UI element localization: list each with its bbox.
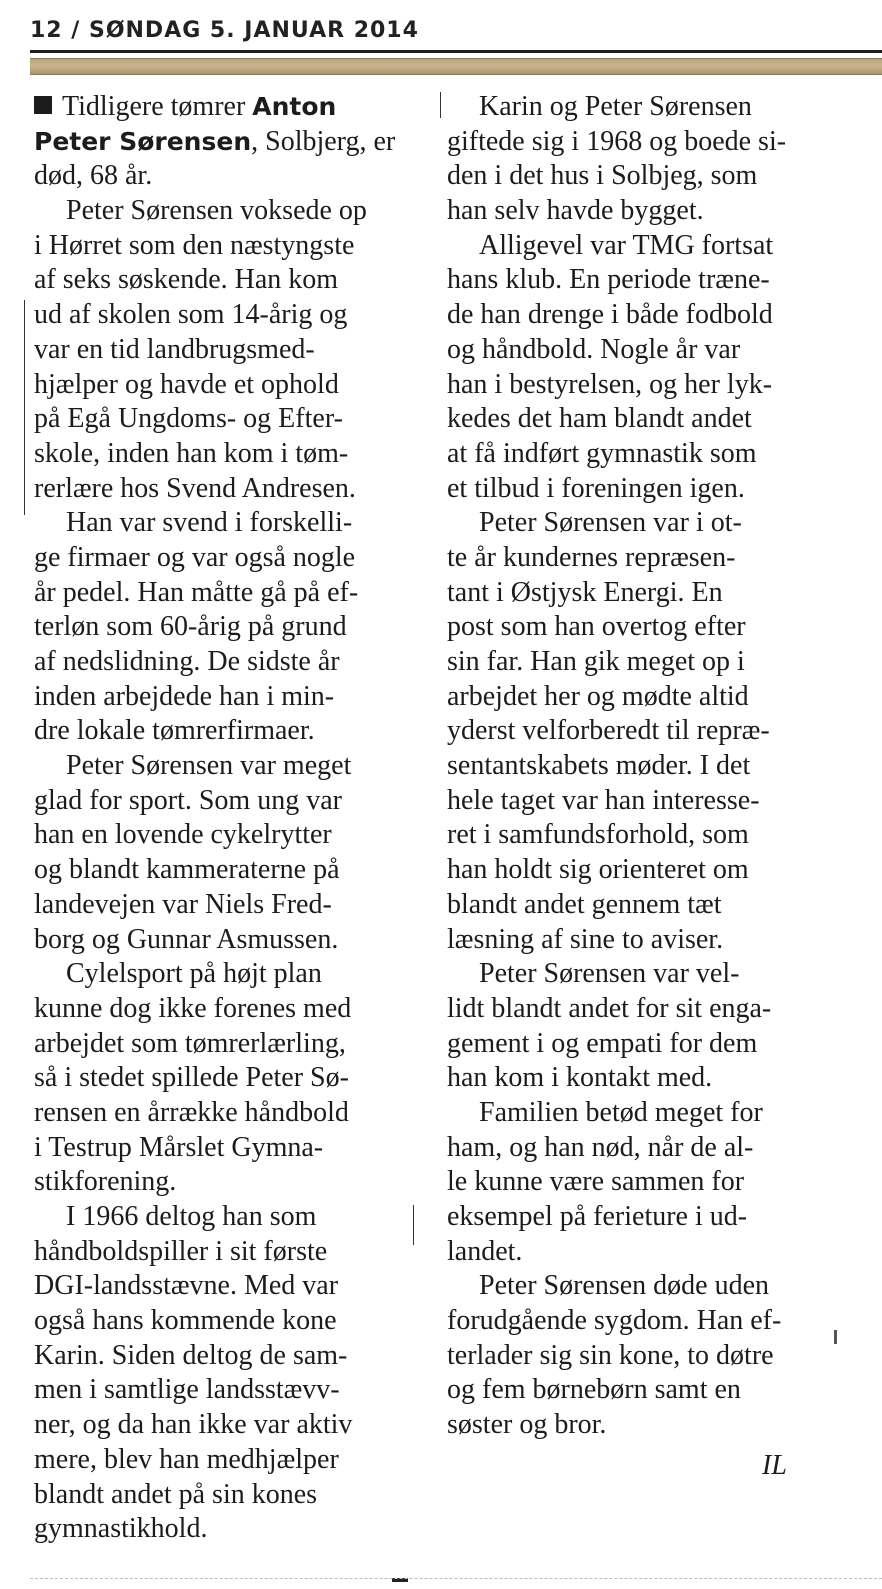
margin-mark xyxy=(24,300,25,515)
left-text-line: rensen en årrække håndbold xyxy=(34,1096,349,1128)
left-text-line: så i stedet spillede Peter Sø- xyxy=(34,1062,349,1094)
right-text-line: post som han overtog efter xyxy=(447,611,746,643)
right-text-line: terlader sig sin kone, to døtre xyxy=(447,1339,774,1371)
left-text-line: Karin. Siden deltog de sam- xyxy=(34,1339,348,1371)
article-column-left xyxy=(34,90,419,1547)
right-body-text xyxy=(447,90,832,1443)
right-text-line: yderst velforberedt til repræ- xyxy=(447,715,770,747)
right-text-line: le kunne være sammen for xyxy=(447,1166,745,1198)
lead-name-part-2: Peter Sørensen xyxy=(34,126,252,156)
right-text-line: Peter Sørensen var vel- xyxy=(479,958,740,990)
left-text-line: terløn som 60-årig på grund xyxy=(34,611,347,643)
left-text-line: blandt andet på sin kones xyxy=(34,1478,318,1510)
left-text-line: og blandt kammeraterne på xyxy=(34,854,340,886)
left-text-line: mere, blev han medhjælper xyxy=(34,1443,339,1475)
left-text-line: af seks søskende. Han kom xyxy=(34,264,339,296)
left-text-line: I 1966 deltog han som xyxy=(66,1201,317,1232)
right-text-line: gement i og empati for dem xyxy=(447,1027,758,1059)
right-text-line: at få indført gymnastik som xyxy=(447,437,757,469)
right-text-line: han kom i kontakt med. xyxy=(447,1062,713,1094)
right-text-line: Peter Sørensen var i ot- xyxy=(479,507,742,539)
right-text-line: den i det hus i Solbjeg, som xyxy=(447,160,758,192)
right-text-line: eksempel på ferieture i ud- xyxy=(447,1201,748,1232)
lead-line-2 xyxy=(34,125,419,160)
scan-artifact xyxy=(834,1330,837,1344)
lead-line-3: død, 68 år. xyxy=(34,160,153,192)
page-bottom-edge xyxy=(30,1578,882,1589)
left-text-line: glad for sport. Som ung var xyxy=(34,784,342,816)
lead-location: , Solbjerg, er xyxy=(251,125,396,157)
left-text-line: Peter Sørensen voksede op xyxy=(66,195,367,227)
left-text-line: i Hørret som den næstyngste xyxy=(34,229,355,261)
left-text-line: Cylelsport på højt plan xyxy=(66,958,322,990)
left-body-text xyxy=(34,194,419,1547)
column-divider-mark xyxy=(440,92,441,118)
right-text-line: Karin og Peter Sørensen xyxy=(479,91,752,122)
left-text-line: i Testrup Mårslet Gymna- xyxy=(34,1131,324,1163)
left-text-line: gymnastikhold. xyxy=(34,1513,208,1545)
left-text-line: af nedslidning. De sidste år xyxy=(34,646,340,677)
left-text-line: ud af skolen som 14-årig og xyxy=(34,299,348,331)
left-text-line: han en lovende cykelrytter xyxy=(34,819,332,851)
right-text-line: ret i samfundsforhold, som xyxy=(447,819,749,851)
left-text-line: kunne dog ikke forenes med xyxy=(34,992,352,1024)
header-color-band xyxy=(30,58,882,75)
left-text-line: Han var svend i forskelli- xyxy=(66,507,353,539)
left-text-line: DGI-landsstævne. Med var xyxy=(34,1270,339,1302)
left-text-line: Peter Sørensen var meget xyxy=(66,750,352,782)
left-text-line: stikforening. xyxy=(34,1166,177,1198)
left-text-line: håndboldspiller i sit første xyxy=(34,1235,328,1267)
article-column-right xyxy=(447,90,832,1443)
left-text-line: borg og Gunnar Asmussen. xyxy=(34,923,339,955)
left-text-line: ge firmaer og var også nogle xyxy=(34,541,356,573)
right-text-line: te år kundernes repræsen- xyxy=(447,541,736,573)
right-text-line: ham, og han nød, når de al- xyxy=(447,1131,754,1163)
right-text-line: hele taget var han interesse- xyxy=(447,784,760,816)
right-text-line: sin far. Han gik meget op i xyxy=(447,646,745,677)
lead-intro: Tidligere tømrer xyxy=(62,91,253,122)
left-text-line: dre lokale tømrerfirmaer. xyxy=(34,715,315,747)
left-text-line: rerlære hos Svend Andresen. xyxy=(34,472,356,504)
lead-line-1 xyxy=(34,90,419,125)
left-text-line: også hans kommende kone xyxy=(34,1305,337,1337)
right-text-line: og fem børnebørn samt en xyxy=(447,1374,741,1406)
author-signature: IL xyxy=(762,1450,787,1481)
right-text-line: han holdt sig orienteret om xyxy=(447,854,749,886)
right-text-line: Alligevel var TMG fortsat xyxy=(479,229,774,261)
page-header: 12 / SØNDAG 5. JANUAR 2014 xyxy=(30,18,419,43)
right-text-line: et tilbud i foreningen igen. xyxy=(447,472,745,504)
right-text-line: kedes det ham blandt andet xyxy=(447,403,752,435)
right-text-line: han selv havde bygget. xyxy=(447,195,704,227)
right-text-line: Peter Sørensen døde uden xyxy=(479,1270,770,1302)
right-text-line: giftede sig i 1968 og boede si- xyxy=(447,125,787,157)
left-text-line: men i samtlige landsstævv- xyxy=(34,1374,340,1406)
right-text-line: blandt andet gennem tæt xyxy=(447,888,722,920)
left-text-line: på Egå Ungdoms- og Efter- xyxy=(34,403,343,435)
right-text-line: og håndbold. Nogle år var xyxy=(447,333,741,365)
right-text-line: sentantskabets møder. I det xyxy=(447,750,751,782)
right-text-line: læsning af sine to aviser. xyxy=(447,923,724,955)
right-text-line: han i bestyrelsen, og her lyk- xyxy=(447,368,773,400)
right-text-line: Familien betød meget for xyxy=(479,1096,763,1128)
left-text-line: arbejdet som tømrerlærling, xyxy=(34,1027,346,1059)
left-text-line: var en tid landbrugsmed- xyxy=(34,333,315,365)
right-text-line: søster og bror. xyxy=(447,1409,607,1441)
left-text-line: år pedel. Han måtte gå på ef- xyxy=(34,576,359,608)
left-text-line: skole, inden han kom i tøm- xyxy=(34,437,349,469)
right-text-line: tant i Østjysk Energi. En xyxy=(447,576,723,608)
column-divider-mark xyxy=(413,1205,414,1245)
left-text-line: landevejen var Niels Fred- xyxy=(34,888,332,920)
left-text-line: hjælper og havde et ophold xyxy=(34,368,339,400)
right-text-line: landet. xyxy=(447,1235,523,1267)
right-text-line: lidt blandt andet for sit enga- xyxy=(447,992,772,1024)
right-text-line: forudgående sygdom. Han ef- xyxy=(447,1305,782,1337)
square-bullet-icon xyxy=(34,96,52,114)
left-text-line: inden arbejdede han i min- xyxy=(34,680,335,712)
left-text-line: ner, og da han ikke var aktiv xyxy=(34,1409,353,1441)
right-text-line: de han drenge i både fodbold xyxy=(447,299,773,331)
header-rule xyxy=(30,50,882,53)
lead-name-part-1: Anton xyxy=(252,92,337,121)
right-text-line: arbejdet her og mødte altid xyxy=(447,680,749,712)
right-text-line: hans klub. En periode træne- xyxy=(447,264,770,296)
